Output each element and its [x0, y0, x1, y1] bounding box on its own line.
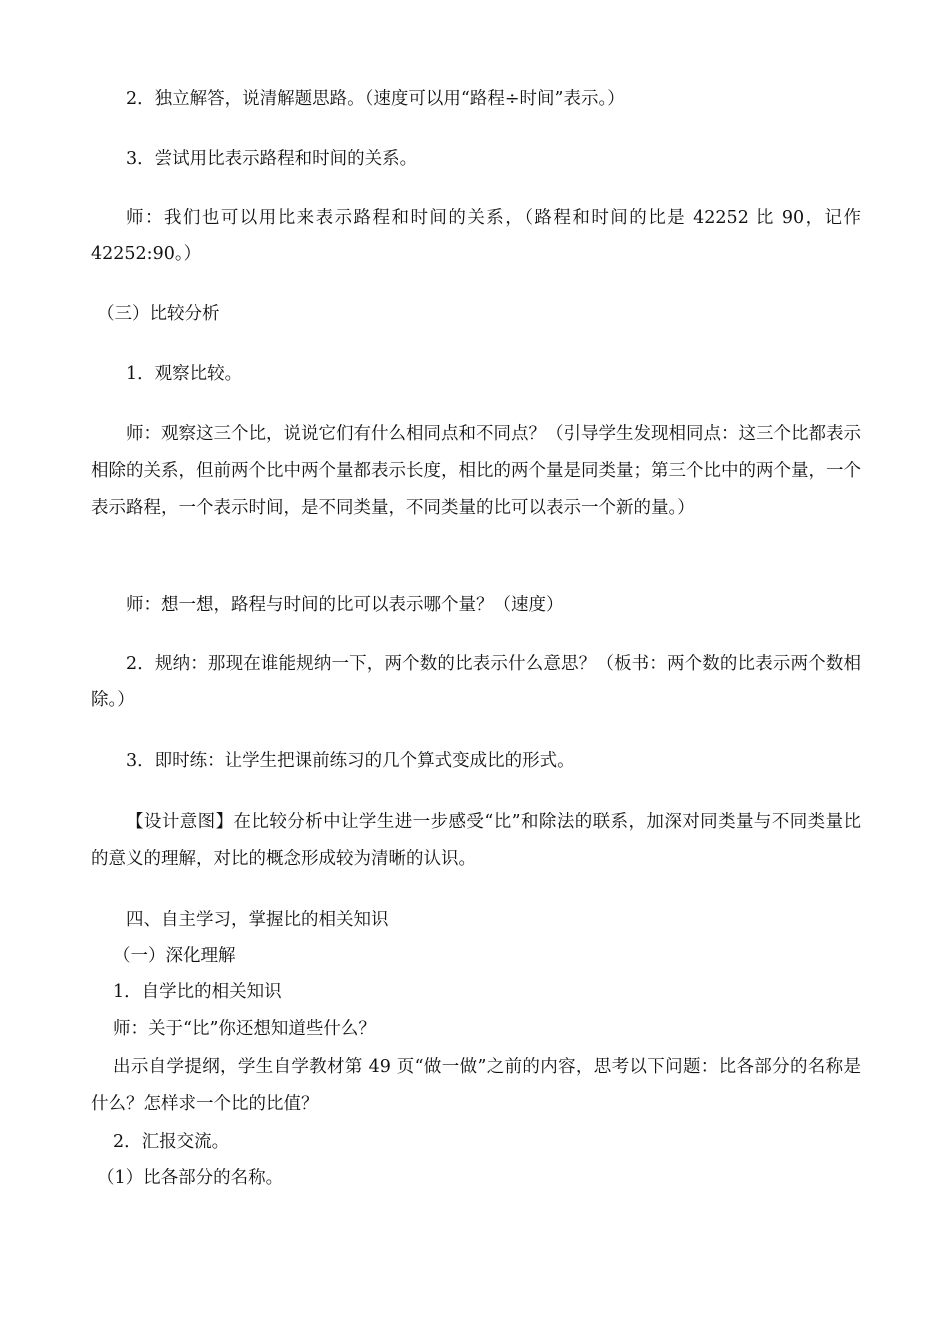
paragraph-self-study-item: 1．自学比的相关知识: [113, 982, 282, 1002]
paragraph-outline: 出示自学提纲，学生自学教材第 49 页“做一做”之前的内容，思考以下问题：比各部分的名称是什么？怎样求一个比的比值？: [91, 1057, 861, 1114]
section-heading-compare: （三）比较分析: [97, 304, 220, 324]
paragraph-teacher-think: 师：想一想，路程与时间的比可以表示哪个量？（速度）: [126, 595, 564, 615]
paragraph-observe: 1．观察比较。: [126, 364, 243, 384]
paragraph-teacher-observe: 师：观察这三个比，说说它们有什么相同点和不同点？（引导学生发现相同点：这三个比都表示相除的关系，但前两个比中两个量都表示长度，相比的两个量是同类量；第三个比中的两个量，一个表示路程，一个表示时间，是不同类量，不同类量的比可以表示一个新的量。）: [91, 424, 861, 518]
paragraph-step-3-ratio: 3．尝试用比表示路程和时间的关系。: [126, 149, 418, 169]
section-heading-self-study: 四、自主学习，掌握比的相关知识: [126, 910, 389, 930]
paragraph-teacher-ratio-note: 师：我们也可以用比来表示路程和时间的关系，（路程和时间的比是 42252 比 90，记作 42252:90。）: [91, 208, 861, 264]
paragraph-step-2-solve: 2．独立解答，说清解题思路。（速度可以用“路程÷时间”表示。）: [126, 89, 625, 109]
paragraph-summarize: 2．规纳：那现在谁能规纳一下，两个数的比表示什么意思？（板书：两个数的比表示两个数相除。）: [91, 654, 861, 710]
paragraph-report: 2．汇报交流。: [113, 1132, 230, 1152]
subsection-heading-deepen: （一）深化理解: [113, 946, 236, 966]
paragraph-practice: 3．即时练：让学生把课前练习的几个算式变成比的形式。: [126, 751, 575, 771]
paragraph-teacher-question: 师：关于“比”你还想知道些什么？: [113, 1019, 376, 1039]
paragraph-part-names: （1）比各部分的名称。: [97, 1168, 284, 1188]
paragraph-design-intent: 【设计意图】在比较分析中让学生进一步感受“比”和除法的联系，加深对同类量与不同类量比的意义的理解，对比的概念形成较为清晰的认识。: [91, 812, 861, 869]
